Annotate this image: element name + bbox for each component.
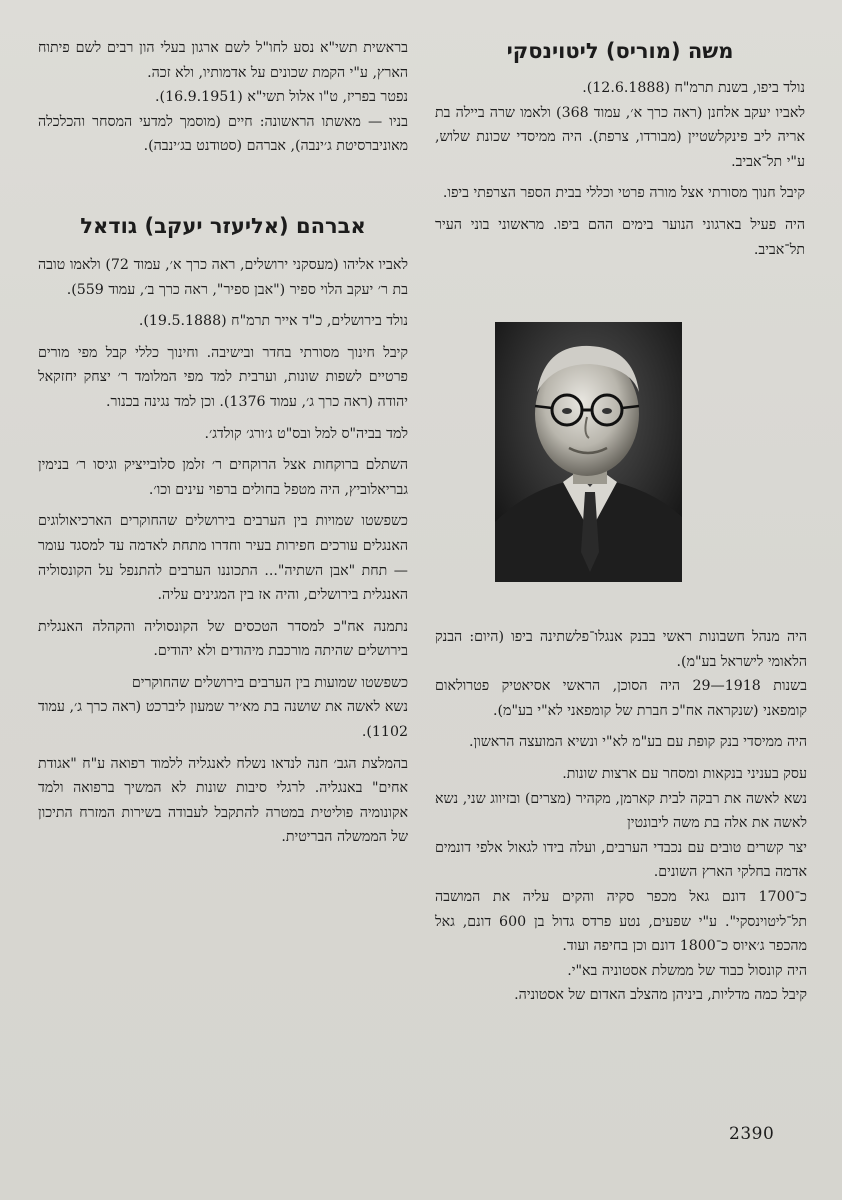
- paragraph: בראשית תשי"א נסע לחו"ל לשם ארגון בעלי הון רבים לשם פיתוח הארץ, ע"י הקמת שכונים על אדמותיו, ולא זכה.: [38, 40, 408, 81]
- paragraph: נפטר בפריז, ט"ו אלול תשי"א (16.9.1951).: [155, 89, 408, 106]
- paragraph: כשפשטו שמועות בין הערבים בירושלים שהחוקרים: [131, 674, 408, 691]
- paragraph: לאביו אליהו (מעסקני ירושלים, ראה כרך א׳, עמוד 72) ולאמו טובה בת ר׳ יעקב הלוי ספיר ("אבן ספיר", ראה כרך ב׳, עמוד 559).: [38, 256, 409, 298]
- paragraph: קיבל חנוך מסורתי אצל מורה פרטי וכללי בבית הספר הצרפתי ביפו.: [442, 185, 805, 202]
- paragraph: בניו — מאשתו הראשונה: חיים (מוסמך למדעי המסחר והכלכלה מאוניברסיטת ג׳ינבה), אברהם (סטודנט בג׳ינבה).: [38, 113, 408, 155]
- paragraph: נשא לאשה את רבקה לבית קארמן, מקהיר (מצרים) ובזיווג שני, נשא לאשה את אלה בת משה ליבונטין: [435, 790, 807, 832]
- page-number: 2390: [729, 1124, 775, 1144]
- paragraph: לאביו יעקב אלחנן (ראה כרך א׳, עמוד 368) ולאמו שרה ביילה בת אריה ליב פינקלשטיין (מבורדו, צרפת). היה ממיסדי שכונת שלוש, ע"י תל־אביב.: [435, 104, 805, 170]
- paragraph: היה ממיסדי בנק קופת עם בע"מ לא"י ונשיא המועצה הראשון.: [468, 734, 807, 751]
- paragraph: עסק בעניני בנקאות ומסחר עם ארצות שונות.: [562, 765, 807, 782]
- heading-avraham-gudal: אברהם (אליעזר יעקב) גודאל: [80, 213, 366, 238]
- paragraph: למד בביה"ס למל ובס"ט ג׳ורג׳ קולדג׳.: [204, 425, 408, 442]
- left-column: [38, 36, 408, 850]
- paragraph: כשפשטו שמויות בין הערבים בירושלים שהחוקרים הארכיאולוגים האנגלים עורכים חפירות בעיר וחדרו מתחת לאדמה עד למסגד עומר — תחת "אבן השתיה"... התכוננו הערבים להתנפל על הקונסוליה האנגלית בירושלים, והיה אז בין המגינים עליה.: [38, 513, 408, 604]
- paragraph: קיבל חינוך מסורתי בחדר ובישיבה. וחינוך כללי קבל מפי מורים פרטיים לשפות שונות, וערבית למד מפי המלומד ר׳ יצחק יחזקאל יהודה (ראה כרך ג׳, עמוד 1376). וכן למד נגינה בכנור.: [38, 344, 408, 410]
- paragraph: נולד ביפו, בשנת תרמ"ח (12.6.1888).: [582, 80, 805, 96]
- portrait-photo: [495, 322, 682, 582]
- paragraph: השתלם ברוקחות אצל הרוקחים ר׳ זלמן סלובייציק וגיסו ר׳ בנימין גבריאלוביץ, היה מטפל בחולים ברפוי עינים וכו׳.: [38, 457, 408, 498]
- right-column: [435, 36, 805, 262]
- paragraph: היה מנהל חשבונות ראשי בבנק אנגלו־פלשתינה ביפו (היום: הבנק הלאומי לישראל בע"מ).: [435, 629, 807, 670]
- heading-moshe-litvinsky: משה (מוריס) ליטוינסקי: [506, 39, 734, 63]
- portrait-image: [495, 322, 682, 582]
- paragraph: כ־1700 דונם גאל מכפר סקיה והקים עליה את המושבה תל־ליטוינסקי". ע"י שפעים, נטע פרדס גדול בן 600 דונם, גאל מהכפר ג׳איוס כ־1800 דונם וכן בחיפה ועוד.: [435, 888, 807, 955]
- paragraph: יצר קשרים טובים עם נכבדי הערבים, ועלה בידו לגאול אלפי דונמים אדמה בחלקי הארץ השונים.: [435, 839, 807, 881]
- paragraph: היה קונסול כבוד של ממשלת אסטוניה בא"י.: [567, 962, 807, 979]
- paragraph: נתמנה אח"כ למסדר הטכסים של הקונסוליה והקהלה האנגלית בירושלים שהיתה מורכבת מיהודים ולא יהודים.: [38, 618, 408, 660]
- paragraph: בשנות 1918—29 היה הסוכן, הראשי אסיאטיק פטרולאום קומפאני (שנקראה אח"כ חברת של קומפאני לא"י בע"מ).: [435, 678, 807, 719]
- right-column-continued: [435, 625, 807, 1008]
- paragraph: בהמלצת הגב׳ חנה לנדאו נשלח לאנגליה ללמוד רפואה ע"ח "אגודת אחים" באנגליה. לרגלי סיבות שונות לא המשיך ברפואה ולמד אקונומיה פוליטית במטרה להתקבל לעבודה בשירות המזרח התיכון של הממשלה הבריטית.: [38, 755, 408, 846]
- paragraph: היה פעיל בארגוני הנוער בימים ההם ביפו. מראשוני בוני העיר תל־אביב.: [435, 216, 805, 258]
- paragraph: נשא לאשה את שושנה בת מא׳יר שמעון ליברכט (ראה כרך ג׳, עמוד 1102).: [38, 699, 408, 741]
- paragraph: נולד בירושלים, כ"ד אייר תרמ"ח (19.5.1888).: [138, 313, 408, 330]
- paragraph: קיבל כמה מדליות, ביניהן מהצלב האדום של אסטוניה.: [514, 987, 807, 1004]
